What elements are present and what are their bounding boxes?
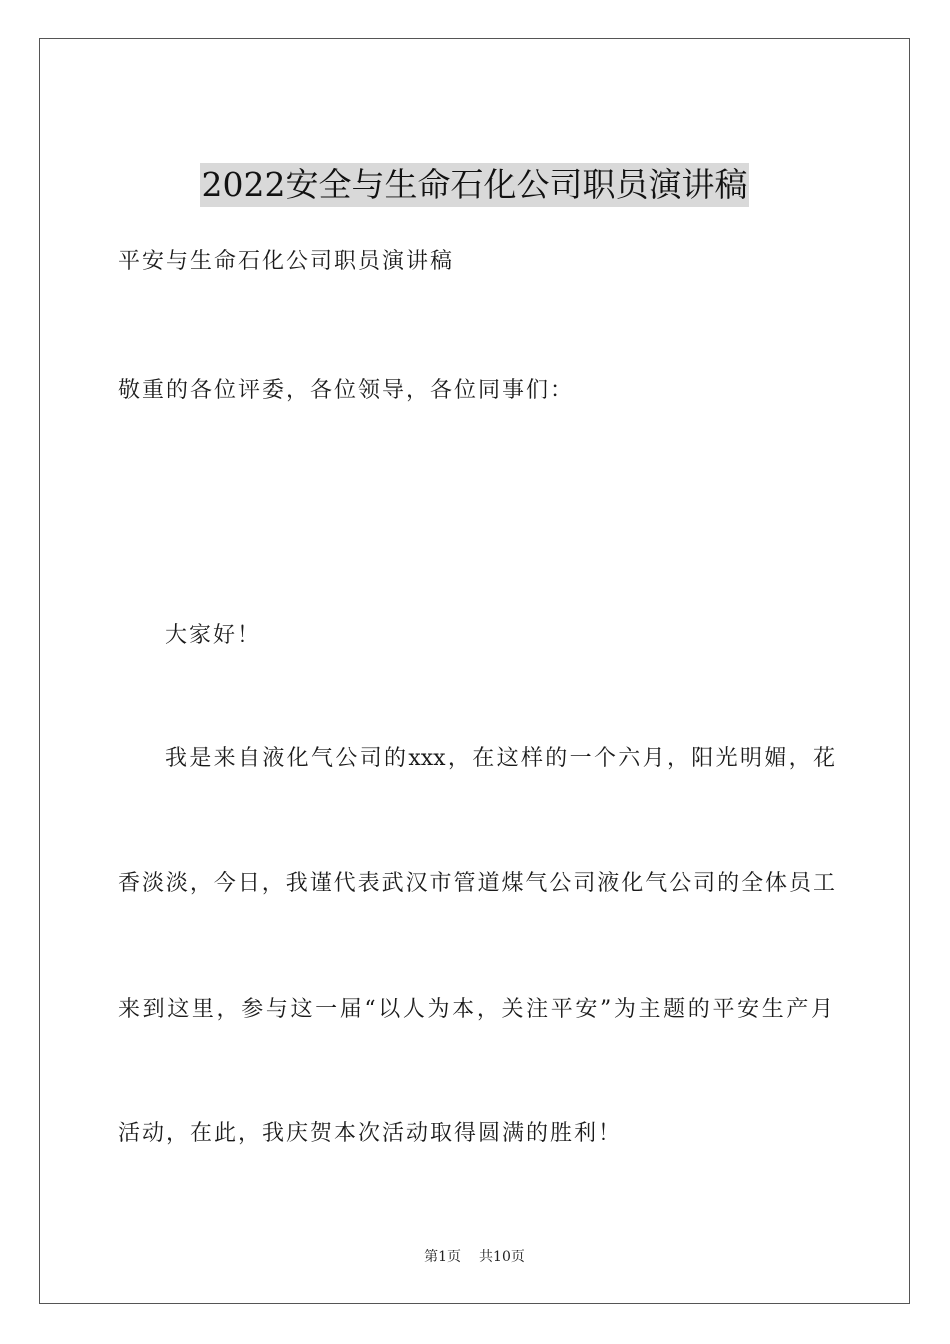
greeting: 大家好！ <box>165 623 262 648</box>
body-line-1: 我是来自液化气公司的xxx，在这样的一个六月，阳光明媚，花 <box>165 746 835 771</box>
body-line-2: 香淡淡，今日，我谨代表武汉市管道煤气公司液化气公司的全体员工 <box>118 871 835 896</box>
salutation: 敬重的各位评委，各位领导，各位同事们： <box>118 378 575 403</box>
title-container <box>40 163 909 207</box>
page-number-total: 共10页 <box>479 1249 525 1265</box>
page-footer <box>40 1247 909 1267</box>
document-subtitle: 平安与生命石化公司职员演讲稿 <box>118 249 455 274</box>
body-line-4: 活动，在此，我庆贺本次活动取得圆满的胜利！ <box>118 1121 623 1146</box>
document-page <box>39 38 910 1304</box>
document-title: 2022安全与生命石化公司职员演讲稿 <box>200 163 750 207</box>
page-number-current: 第1页 <box>424 1249 462 1265</box>
body-line-3: 来到这里，参与这一届“以人为本，关注平安”为主题的平安生产月 <box>118 997 833 1022</box>
